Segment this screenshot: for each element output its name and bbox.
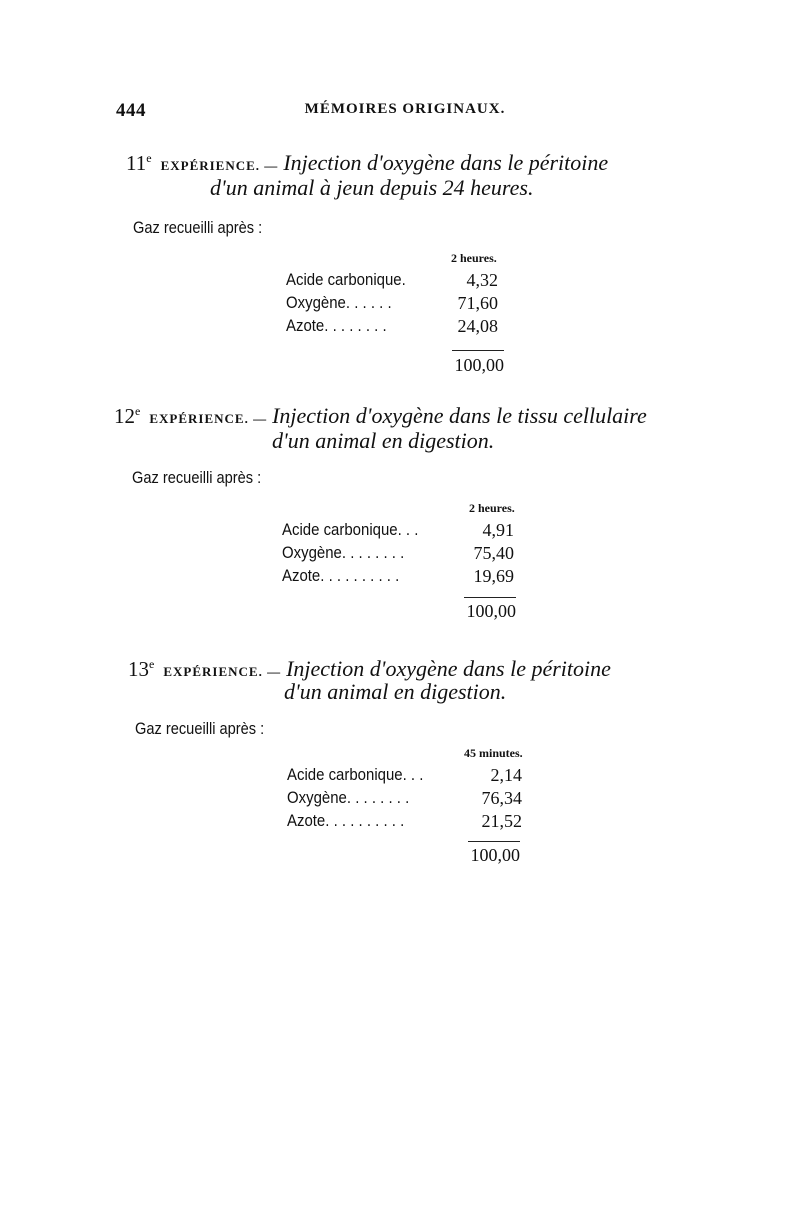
experience-title: Injection d'oxygène dans le tissu cellulaire [272,403,647,428]
duration-label: 2 heures. [469,501,515,515]
row-label: Acide carbonique. . . [282,520,419,539]
gas-label: Gaz recueilli après : [133,218,263,237]
row-value: 76,34 [481,788,522,808]
row-value: 4,32 [466,270,498,290]
row-value: 19,69 [473,566,514,586]
row-value: 75,40 [473,543,514,563]
total-value: 100,00 [470,845,520,865]
experience-12-title-line2: d'un animal en digestion. [272,428,495,453]
total-rule [468,841,520,842]
duration-label: 45 minutes. [464,746,523,760]
row-label: Azote. . . . . . . . [286,316,387,335]
experience-13-title-line2: d'un animal en digestion. [284,679,507,704]
row-label: Azote. . . . . . . . . . [282,566,400,585]
row-value: 4,91 [482,520,514,540]
row-label: Acide carbonique. . . [287,765,424,784]
row-value: 24,08 [457,316,498,336]
experience-label: EXPÉRIENCE. — [149,411,268,426]
page-number: 444 [116,100,146,121]
row-label: Azote. . . . . . . . . . [287,811,405,830]
row-value: 2,14 [490,765,522,785]
total-rule [464,597,516,598]
experience-title: Injection d'oxygène dans le péritoine [283,150,609,175]
duration-label: 2 heures. [451,251,497,265]
experience-number: 13e [128,657,155,681]
row-label: Oxygène. . . . . . . . [282,543,405,562]
experience-label: EXPÉRIENCE. — [163,664,282,679]
row-label: Oxygène. . . . . . . . [287,788,410,807]
row-value: 21,52 [481,811,522,831]
total-rule [452,350,504,351]
experience-11-title-line2: d'un animal à jeun depuis 24 heures. [210,175,534,200]
total-value: 100,00 [466,601,516,621]
total-value: 100,00 [454,355,504,375]
experience-label: EXPÉRIENCE. — [160,158,279,173]
row-label: Acide carbonique. [286,270,406,289]
experience-number: 12e [114,404,141,428]
experience-title: Injection d'oxygène dans le péritoine [286,656,611,681]
experience-number: 11e [126,151,152,175]
row-value: 71,60 [457,293,498,313]
gas-label: Gaz recueilli après : [135,719,265,738]
running-head: MÉMOIRES ORIGINAUX. [304,101,506,117]
row-label: Oxygène. . . . . . [286,293,392,312]
gas-label: Gaz recueilli après : [132,468,262,487]
